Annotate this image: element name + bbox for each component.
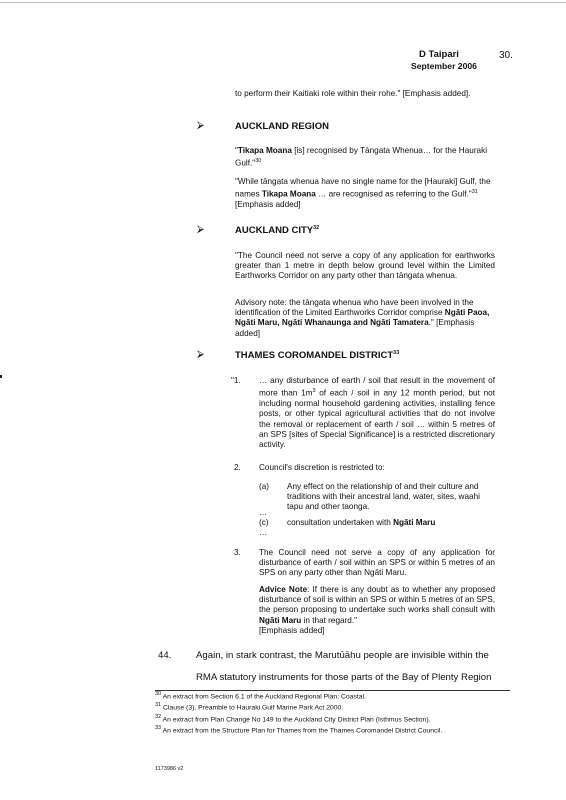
margin-mark (0, 375, 2, 378)
header-author: D Taipari (419, 49, 459, 60)
paragraph-number: 44. (158, 650, 172, 661)
thames-item-1: … any disturbance of earth / soil that result in the movement of more than $1m^3$ of each / soil in any 12 month period, but not including normal household gardening activities, installing fence posts, or other typical agricultural activities that do not involve the removal or replacement of earth / soil … within 5 metres of an SPS [sites of Special Significance] is a restricted discretionary activity. (259, 376, 496, 449)
footnote-ref: 30 (255, 158, 262, 165)
thames-sub-a: Any effect on the relationship of and their culture and traditions with their ancestral land, water, sites, waahi tapu and other taonga. (287, 482, 480, 512)
thames-item-2: Council's discretion is restricted to: (259, 463, 385, 472)
page-number: 30. (499, 50, 513, 61)
ellipsis: … (259, 508, 268, 517)
thames-advice-note: Advice Note: If there is any doubt as to whether any proposed disturbance of soil is within an SPS or within 5 metres of an SPS, the person proposing to undertake such works shall consult with Ngāti Maru in that regard." [Emphasis added] (259, 585, 496, 635)
list-number-1: "1. (231, 376, 241, 385)
paragraph-44-line-1: Again, in stark contrast, the Marutūāhu people are invisible within the (196, 650, 489, 661)
arrow-bullet-icon: ⮚ (197, 224, 205, 235)
footnote: $^{30}$ An extract from Section 6.1 of the Auckland Regional Plan: Coastal. (155, 691, 366, 701)
document-reference: 1173986 v2 (155, 766, 184, 772)
thames-item-3: The Council need not serve a copy of any application for disturbance of earth / soil within an SPS or within 5 metres of an SPS on any party other than Ngāti Maru. (259, 548, 495, 578)
thames-sub-c: consultation undertaken with Ngāti Maru (287, 518, 436, 527)
section-heading-thames: THAMES COROMANDEL DISTRICT$^{33}$ (235, 350, 400, 362)
paragraph-44-line-2: RMA statutory instruments for those parts of the Bay of Plenty Region (196, 672, 492, 683)
footnotes (155, 690, 515, 736)
continuation-text: to perform their Kaitiaki role within their rohe." [Emphasis added]. (235, 89, 471, 98)
header-date: September 2006 (411, 61, 477, 71)
footnote: $^{32}$ An extract from Plan Change No 149 to the Auckland City District Plan (Isthmus Section). (155, 713, 431, 724)
sub-label-c: (c) (259, 518, 269, 527)
auckland-city-quote-1: "The Council need not serve a copy of any application for earthworks greater than 1 metre in depth below ground level within the Limited Earthworks Corridor on any party other than tāngata whenua. (235, 251, 495, 281)
list-number-2: 2. (234, 463, 241, 472)
footnote: $^{33}$ An extract from the Structure Plan for Thames from the Thames Coromandel District Council. (155, 725, 443, 735)
auckland-region-quote-2: "While tāngata whenua have no single name for the [Hauraki] Gulf, the names Tikapa Moana … are recognised as referring to the Gulf."$^{31}$ [Emphasis added] (235, 177, 491, 210)
arrow-bullet-icon: ⮚ (197, 120, 205, 131)
section-heading-auckland-region: AUCKLAND REGION (235, 121, 329, 132)
sub-label-a: (a) (259, 482, 270, 491)
section-heading-auckland-city: AUCKLAND CITY$^{32}$ (235, 225, 320, 237)
footnote: $^{31}$ Clause (3), Preamble to Hauraki Gulf Marine Park Act 2000. (155, 702, 344, 712)
top-scan-line (0, 2, 566, 3)
arrow-bullet-icon: ⮚ (197, 349, 205, 360)
ellipsis: … (259, 528, 268, 537)
footnote-ref: 31 (471, 189, 478, 196)
list-number-3: 3. (234, 548, 241, 557)
auckland-region-quote-1: "Tikapa Moana [is] recognised by Tāngata Whenua… for the Hauraki Gulf."$^{30}$ (235, 146, 488, 168)
auckland-city-advisory-note: Advisory note: the tāngata whenua who have been involved in the identification of the Limited Earthworks Corridor comprise Ngāti Paoa, Ngāti Maru, Ngāti Whanaunga and Ngāti Tamatera." [Emphasis added] (235, 298, 490, 338)
